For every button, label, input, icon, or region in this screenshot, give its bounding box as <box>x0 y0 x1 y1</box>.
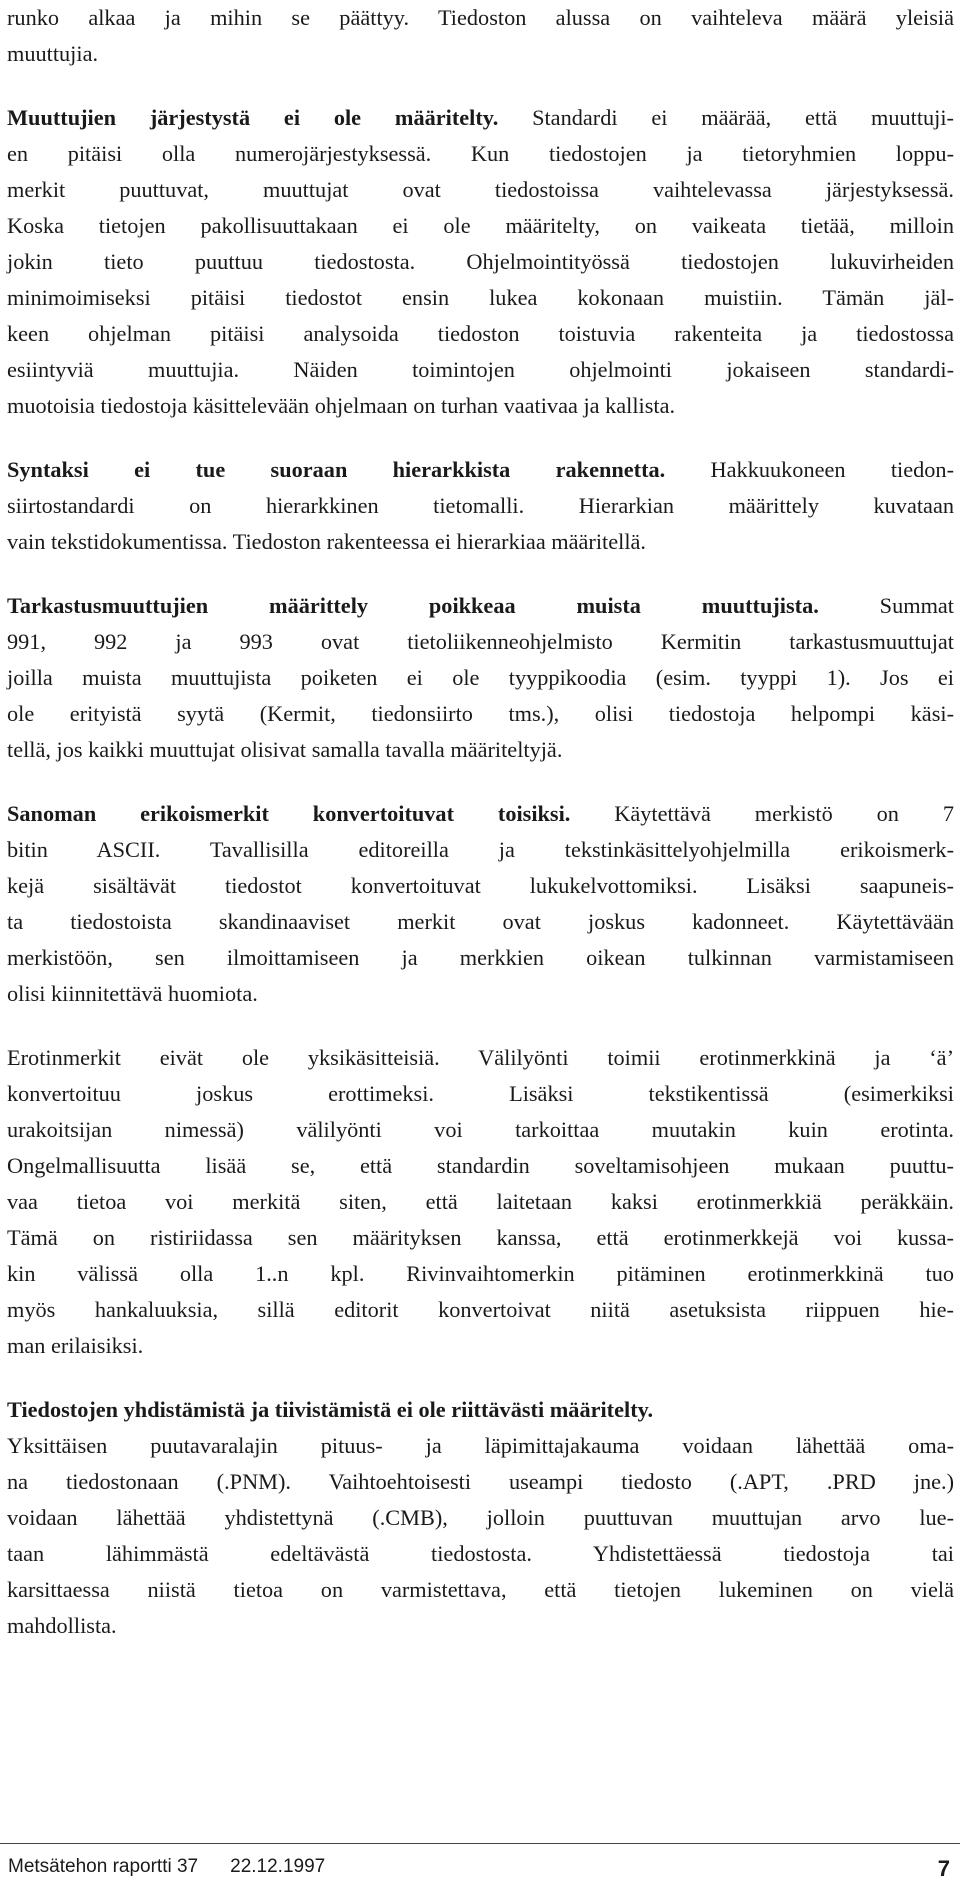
line-text: karsittaessa niistä tietoa on varmistettava, että tietojen lukeminen on vielä <box>7 1577 954 1602</box>
text-line <box>7 696 954 732</box>
text-line <box>7 940 954 976</box>
text-line <box>7 1392 954 1428</box>
text-line <box>7 488 954 524</box>
line-text: Hakkuukoneen tiedon- <box>665 457 954 482</box>
line-text: kejä sisältävät tiedostot konvertoituvat lukukelvottomiksi. Lisäksi saapuneis- <box>7 873 954 898</box>
page-footer <box>0 1843 960 1881</box>
text-line <box>7 244 954 280</box>
body-text <box>7 0 954 1644</box>
text-line <box>7 832 954 868</box>
paragraph <box>7 1040 954 1364</box>
text-line <box>7 660 954 696</box>
text-line <box>7 352 954 388</box>
line-text: myös hankaluuksia, sillä editorit konvertoivat niitä asetuksista riippuen hie- <box>7 1297 954 1322</box>
line-text: Yksittäisen puutavaralajin pituus- ja läpimittajakauma voidaan lähettää oma- <box>7 1433 954 1458</box>
line-text: merkit puuttuvat, muuttujat ovat tiedostoissa vaihtelevassa järjestyksessä. <box>7 177 954 202</box>
text-line <box>7 1076 954 1112</box>
line-text: Käytettävä merkistö on 7 <box>570 801 954 826</box>
text-line <box>7 904 954 940</box>
paragraph-spacer <box>7 1012 954 1040</box>
line-text: jokin tieto puuttuu tiedostosta. Ohjelmointityössä tiedostojen lukuvirheiden <box>7 249 954 274</box>
line-text: Tämä on ristiriidassa sen määrityksen kanssa, että erotinmerkkejä voi kussa- <box>7 1225 954 1250</box>
text-line <box>7 732 954 768</box>
paragraph <box>7 796 954 1012</box>
paragraph-heading: Muuttujien järjestystä ei ole määritelty. <box>7 105 499 130</box>
text-line <box>7 388 954 424</box>
text-line <box>7 1184 954 1220</box>
text-line <box>7 1256 954 1292</box>
text-line <box>7 172 954 208</box>
paragraph-heading: Sanoman erikoismerkit konvertoituvat toisiksi. <box>7 801 571 826</box>
line-text: ole erityistä syytä (Kermit, tiedonsiirto tms.), olisi tiedostoja helpompi käsi- <box>7 701 954 726</box>
paragraph-heading: Tarkastusmuuttujien määrittely poikkeaa muista muuttujista. <box>7 593 819 618</box>
footer-publication: Metsätehon raportti 37 <box>8 1856 199 1877</box>
text-line <box>7 624 954 660</box>
line-text: man erilaisiksi. <box>7 1333 144 1358</box>
text-line <box>7 1608 954 1644</box>
paragraph <box>7 1392 954 1644</box>
line-text: runko alkaa ja mihin se päättyy. Tiedoston alussa on vaihteleva määrä yleisiä <box>7 5 954 30</box>
text-line <box>7 1428 954 1464</box>
line-text: en pitäisi olla numerojärjestyksessä. Kun tiedostojen ja tietoryhmien loppu- <box>7 141 954 166</box>
line-text: muotoisia tiedostoja käsittelevään ohjelmaan on turhan vaativaa ja kallista. <box>7 393 676 418</box>
line-text: na tiedostonaan (.PNM). Vaihtoehtoisesti useampi tiedosto (.APT, .PRD jne.) <box>7 1469 954 1494</box>
paragraph-spacer <box>7 768 954 796</box>
text-line <box>7 208 954 244</box>
text-line <box>7 1040 954 1076</box>
text-line <box>7 0 954 36</box>
text-line <box>7 796 954 832</box>
paragraph-spacer <box>7 424 954 452</box>
text-line <box>7 316 954 352</box>
line-text: mahdollista. <box>7 1613 117 1638</box>
text-line <box>7 1464 954 1500</box>
paragraph-spacer <box>7 1364 954 1392</box>
line-text: vain tekstidokumentissa. Tiedoston rakenteessa ei hierarkiaa määritellä. <box>7 529 646 554</box>
text-line <box>7 1112 954 1148</box>
line-text: vaa tietoa voi merkitä siten, että laitetaan kaksi erotinmerkkiä peräkkäin. <box>7 1189 954 1214</box>
line-text: Erotinmerkit eivät ole yksikäsitteisiä. Välilyönti toimii erotinmerkkinä ja ‘ä’ <box>7 1045 954 1070</box>
paragraph <box>7 588 954 768</box>
text-line <box>7 588 954 624</box>
text-line <box>7 1500 954 1536</box>
text-line <box>7 136 954 172</box>
text-line <box>7 1328 954 1364</box>
text-line <box>7 100 954 136</box>
line-text: 991, 992 ja 993 ovat tietoliikenneohjelmisto Kermitin tarkastusmuuttujat <box>7 629 954 654</box>
text-line <box>7 1220 954 1256</box>
line-text: taan lähimmästä edeltävästä tiedostosta. Yhdistettäessä tiedostoja tai <box>7 1541 954 1566</box>
text-line <box>7 1148 954 1184</box>
line-text: voidaan lähettää yhdistettynä (.CMB), jolloin puuttuvan muuttujan arvo lue- <box>7 1505 954 1530</box>
paragraph <box>7 0 954 72</box>
paragraph-spacer <box>7 560 954 588</box>
line-text: Ongelmallisuutta lisää se, että standardin soveltamisohjeen mukaan puuttu- <box>7 1153 954 1178</box>
paragraph <box>7 452 954 560</box>
line-text: Summat <box>818 593 955 618</box>
line-text: Standardi ei määrää, että muuttuji- <box>498 105 954 130</box>
line-text: olisi kiinnitettävä huomiota. <box>7 981 258 1006</box>
line-text: bitin ASCII. Tavallisilla editoreilla ja tekstinkäsittelyohjelmilla erikoismerk- <box>7 837 954 862</box>
paragraph <box>7 100 954 424</box>
line-text: muuttujia. <box>7 41 99 66</box>
line-text: merkistöön, sen ilmoittamiseen ja merkkien oikean tulkinnan varmistamiseen <box>7 945 954 970</box>
footer-publication-info <box>8 1849 325 1885</box>
line-text: esiintyviä muuttujia. Näiden toimintojen ohjelmointi jokaiseen standardi- <box>7 357 954 382</box>
paragraph-heading: Tiedostojen yhdistämistä ja tiivistämistä ei ole riittävästi määritelty. <box>7 1397 654 1422</box>
text-line <box>7 1572 954 1608</box>
line-text: Koska tietojen pakollisuuttakaan ei ole määritelty, on vaikeata tietää, milloin <box>7 213 954 238</box>
page-number: 7 <box>937 1856 950 1881</box>
text-line <box>7 1292 954 1328</box>
paragraph-spacer <box>7 72 954 100</box>
line-text: konvertoituu joskus erottimeksi. Lisäksi tekstikentissä (esimerkiksi <box>7 1081 954 1106</box>
line-text: kin välissä olla 1..n kpl. Rivinvaihtomerkin pitäminen erotinmerkkinä tuo <box>7 1261 954 1286</box>
paragraph-heading: Syntaksi ei tue suoraan hierarkkista rakennetta. <box>7 457 666 482</box>
text-line <box>7 36 954 72</box>
line-text: siirtostandardi on hierarkkinen tietomalli. Hierarkian määrittely kuvataan <box>7 493 954 518</box>
line-text: keen ohjelman pitäisi analysoida tiedoston toistuvia rakenteita ja tiedostossa <box>7 321 954 346</box>
line-text: joilla muista muuttujista poiketen ei ole tyyppikoodia (esim. tyyppi 1). Jos ei <box>7 665 954 690</box>
line-text: ta tiedostoista skandinaaviset merkit ovat joskus kadonneet. Käytettävään <box>7 909 954 934</box>
text-line <box>7 868 954 904</box>
text-line <box>7 1536 954 1572</box>
text-line <box>7 280 954 316</box>
text-line <box>7 976 954 1012</box>
footer-date: 22.12.1997 <box>230 1856 326 1877</box>
text-line <box>7 452 954 488</box>
line-text: minimoimiseksi pitäisi tiedostot ensin lukea kokonaan muistiin. Tämän jäl- <box>7 285 954 310</box>
line-text: urakoitsijan nimessä) välilyönti voi tarkoittaa muutakin kuin erotinta. <box>7 1117 954 1142</box>
text-line <box>7 524 954 560</box>
line-text: tellä, jos kaikki muuttujat olisivat samalla tavalla määriteltyjä. <box>7 737 563 762</box>
